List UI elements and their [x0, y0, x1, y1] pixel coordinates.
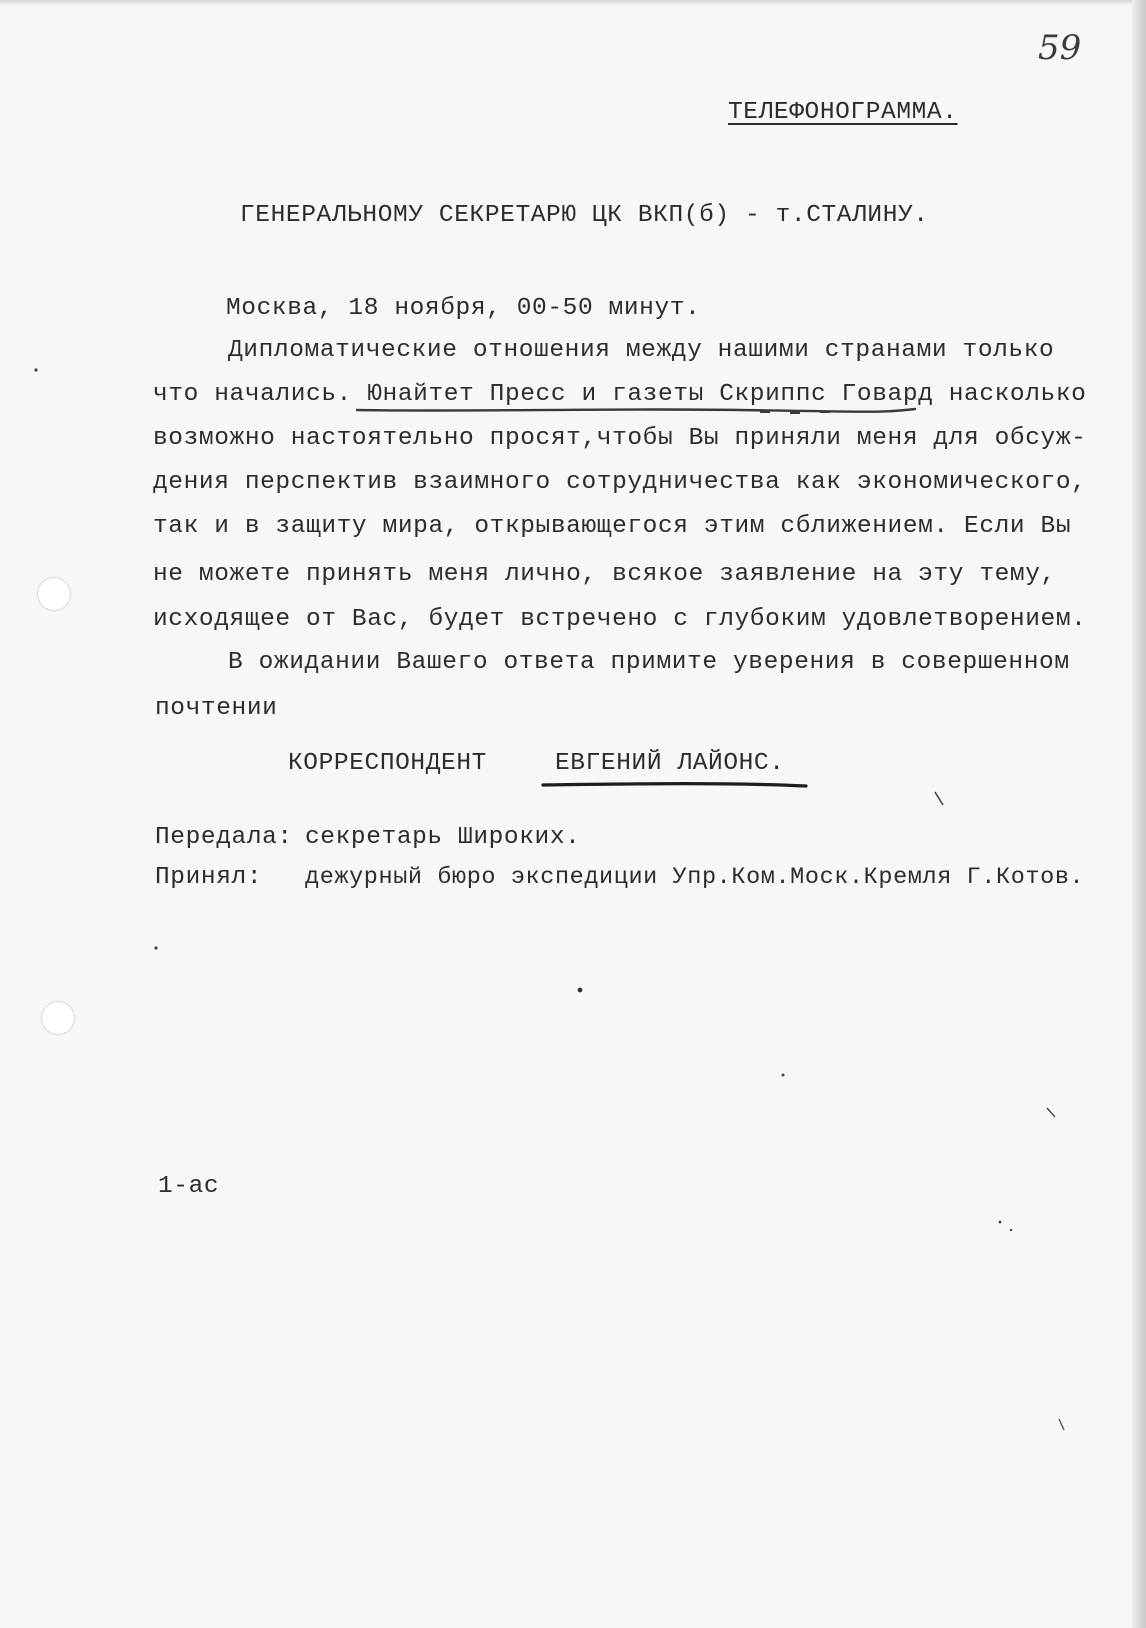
addressee: ГЕНЕРАЛЬНОМУ СЕКРЕТАРЮ ЦК ВКП(б) - т.СТАЛИНУ.	[240, 202, 929, 229]
ink-dot-3	[154, 946, 157, 949]
body-line-8: В ожидании Вашего ответа примите уверения в совершенном	[228, 649, 1070, 676]
sent-by-label: Передала:	[155, 824, 293, 851]
body-line-5: так и в защиту мира, открывающегося этим сближением. Если Вы	[153, 513, 1072, 540]
hand-underline-signature	[543, 784, 806, 786]
received-by-value: дежурный бюро экспедиции Упр.Ком.Моск.Кремля Г.Котов.	[305, 864, 1085, 891]
ink-dot-5	[999, 1221, 1002, 1224]
stray-mark-3	[1059, 1419, 1064, 1430]
ink-dot-6	[1010, 1229, 1012, 1231]
signature-title: КОРРЕСПОНДЕНТ	[288, 750, 487, 777]
body-line-7: исходящее от Вас, будет встречено с глубоким удовлетворением.	[153, 606, 1087, 633]
ink-dot-2	[34, 368, 37, 371]
body-line-1: Дипломатические отношения между нашими странами только	[228, 337, 1055, 364]
body-line-3: возможно настоятельно просят,чтобы Вы приняли меня для обсуж-	[153, 425, 1087, 452]
body-line-6: не можете принять меня лично, всякое заявление на эту тему,	[153, 561, 1056, 588]
hand-underline-news	[357, 409, 915, 412]
stray-mark-2	[1047, 1108, 1055, 1117]
ink-dot-1	[578, 988, 583, 993]
dateline: Москва, 18 ноября, 00-50 минут.	[226, 295, 701, 322]
received-by-label: Принял:	[155, 864, 263, 891]
signature-name: ЕВГЕНИЙ ЛАЙОНС.	[555, 750, 785, 777]
document-heading: ТЕЛЕФОНОГРАММА.	[728, 99, 958, 126]
sent-by-value: секретарь Широких.	[305, 824, 581, 851]
stray-mark-1	[935, 792, 943, 805]
body-line-9: почтении	[155, 695, 278, 722]
body-line-4: дения перспектив взаимного сотрудничества как экономического,	[153, 469, 1087, 496]
page-number: 59	[1038, 28, 1082, 68]
ink-dot-4	[782, 1074, 785, 1077]
reference-code: 1-ас	[158, 1173, 220, 1200]
body-line-2: что начались. Юнайтет Пресс и газеты Скриппс Говард насколько	[153, 381, 1087, 408]
